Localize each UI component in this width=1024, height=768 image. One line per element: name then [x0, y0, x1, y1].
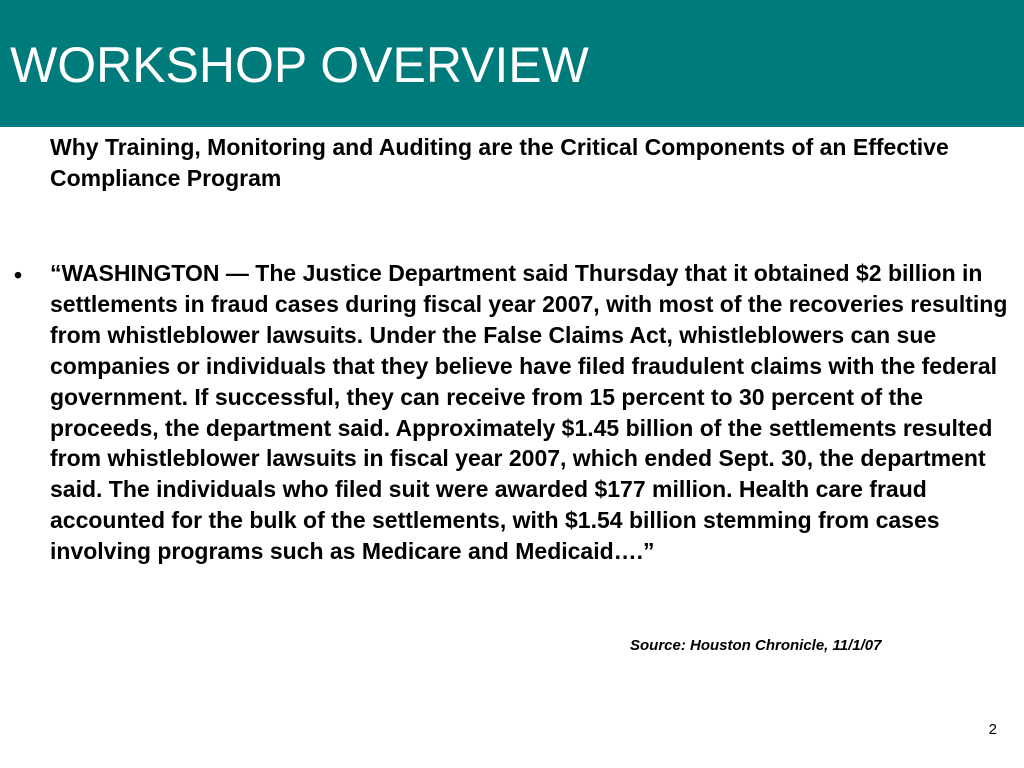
title-bar [0, 0, 1024, 127]
source-citation: Source: Houston Chronicle, 11/1/07 [630, 637, 882, 654]
slide-subtitle: Why Training, Monitoring and Auditing are the Critical Components of an Effective Compliance Program [50, 134, 949, 191]
slide-title: WORKSHOP OVERVIEW [10, 37, 589, 93]
bullet-marker: • [14, 262, 23, 288]
bullet-text-quote: “WASHINGTON — The Justice Department said Thursday that it obtained $2 billion in settlements in fraud cases during fiscal year 2007, with most of the recoveries resulting from whistleblower lawsuits. Under the False Claims Act, whistleblowers can sue companies or individuals that they believe have filed fraudulent claims with the federal government. If successful, they can receive from 15 percent to 30 percent of the proceeds, the department said. Approximately $1.45 billion of the settlements resulted from whistleblower lawsuits in fiscal year 2007, which ended Sept. 30, the department said. The individuals who filed suit were awarded $177 million. Health care fraud accounted for the bulk of the settlements, with $1.54 billion stemming from cases involving programs such as Medicare and Medicaid….” [50, 260, 1008, 565]
page-number: 2 [988, 721, 997, 738]
